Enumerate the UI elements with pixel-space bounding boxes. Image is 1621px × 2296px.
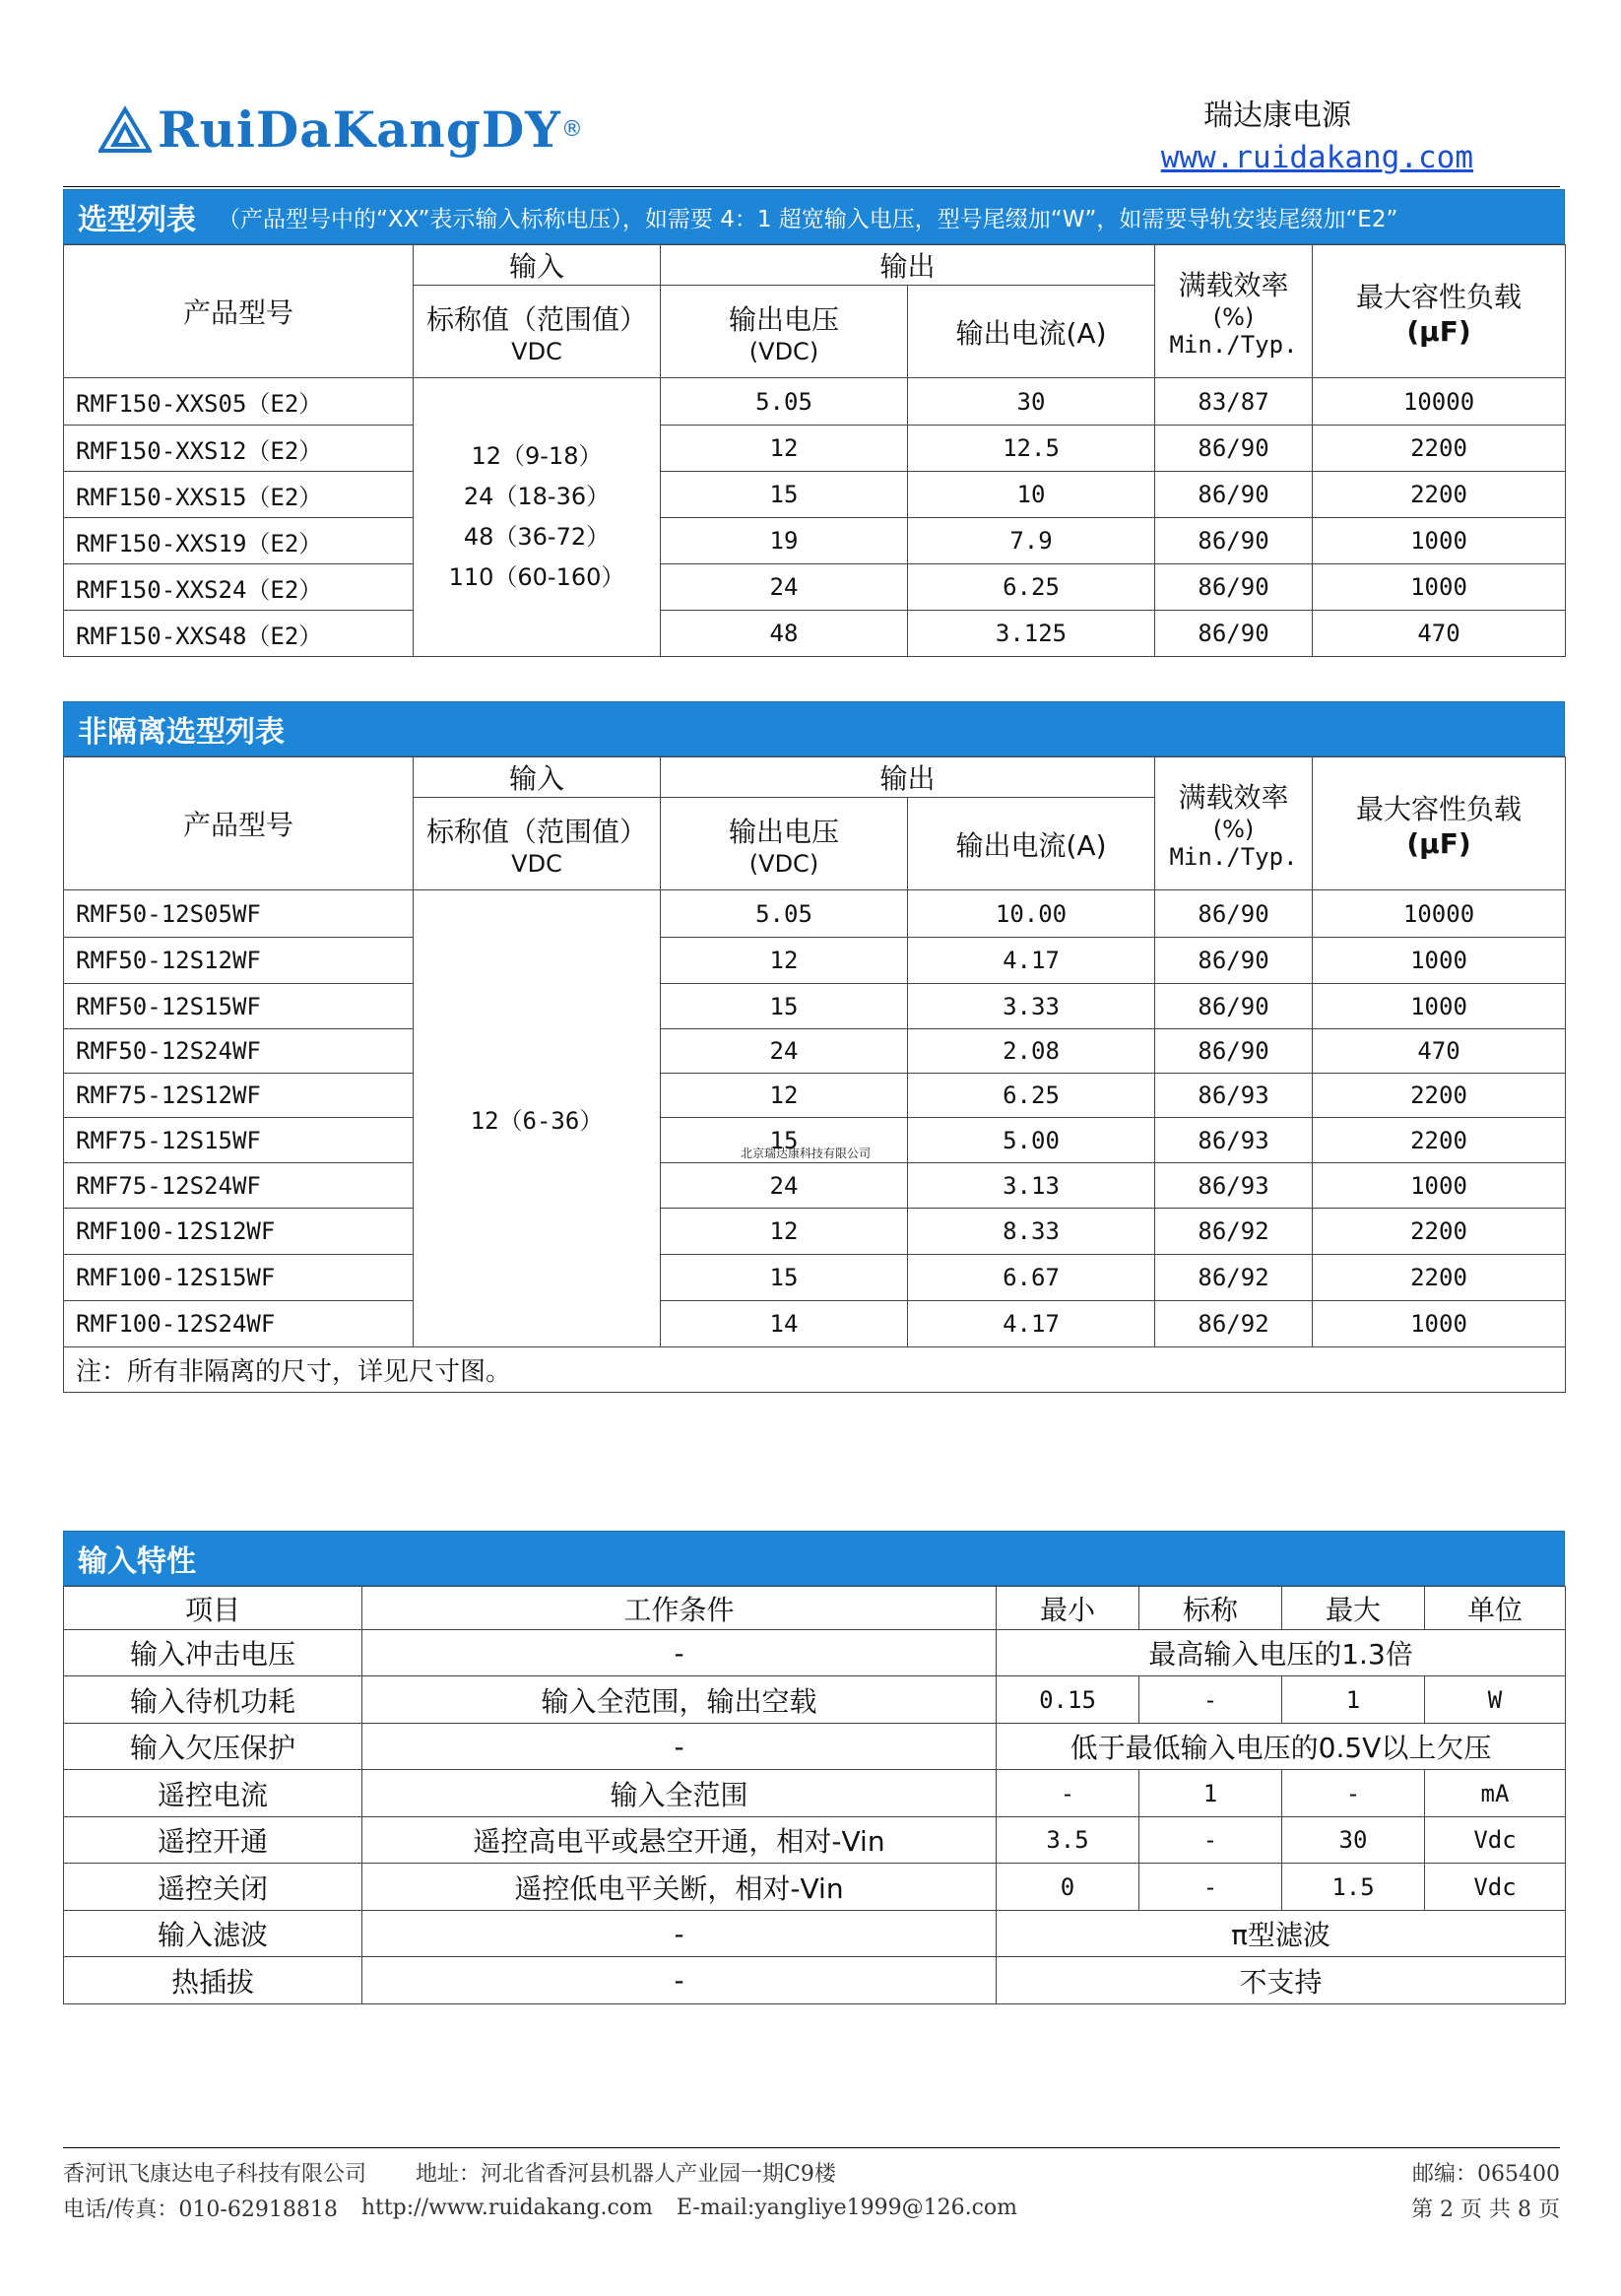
cell-eff: 86/90 (1155, 938, 1313, 984)
cell-eff: 86/93 (1155, 1074, 1313, 1118)
cell-eff: 86/90 (1155, 984, 1313, 1029)
th-model: 产品型号 (64, 757, 414, 890)
cell-model: RMF150-XXS12（E2） (64, 426, 414, 472)
cell-vout: 24 (661, 564, 908, 611)
th-input: 输入 (414, 245, 661, 286)
th-efficiency-label: 满载效率 (1178, 269, 1289, 301)
input-characteristics-section (63, 1531, 1565, 2004)
th-efficiency-minmax: Min./Typ. (1169, 331, 1298, 359)
selection-list-header (63, 189, 1565, 244)
cell-iout: 10.00 (908, 890, 1155, 938)
table-row (64, 1630, 1566, 1676)
section-title: 输入特性 (78, 1544, 196, 1579)
page-header (63, 79, 1560, 187)
cell-cap: 1000 (1313, 564, 1566, 611)
cell-iout: 10 (908, 472, 1155, 518)
footer-email-link[interactable]: E-mail:yangliye1999@126.com (676, 2195, 1018, 2220)
cell-eff: 86/90 (1155, 611, 1313, 657)
cell-unit: W (1425, 1676, 1566, 1724)
cell-condition: 遥控低电平关断，相对-Vin (362, 1864, 997, 1911)
nonisolated-section (63, 701, 1565, 1393)
table-row (64, 378, 1566, 426)
table-row (64, 426, 1566, 472)
input-range-line: 12（9-18） (471, 442, 603, 470)
th-cap-load (1313, 757, 1566, 890)
input-characteristics-header (63, 1531, 1565, 1586)
cell-max: 30 (1282, 1817, 1425, 1864)
footer-postcode: 邮编：065400 (1412, 2161, 1560, 2187)
cell-max: 1.5 (1282, 1864, 1425, 1911)
cell-min: 3.5 (997, 1817, 1139, 1864)
cell-cap: 2200 (1313, 1209, 1566, 1255)
footer-line-1 (63, 2154, 1560, 2190)
cell-model: RMF150-XXS48（E2） (64, 611, 414, 657)
cell-unit: Vdc (1425, 1817, 1566, 1864)
cell-eff: 86/90 (1155, 564, 1313, 611)
th-efficiency-unit: (%) (1212, 816, 1255, 843)
cell-merged-value: 最高输入电压的1.3倍 (997, 1630, 1566, 1676)
footer-company: 香河讯飞康达电子科技有限公司 (63, 2161, 367, 2187)
cell-iout: 3.125 (908, 611, 1155, 657)
footer-address: 地址：河北省香河县机器人产业园一期C9楼 (416, 2161, 836, 2187)
table-row (64, 1301, 1566, 1347)
cell-item: 遥控开通 (64, 1817, 362, 1864)
th-input-unit: VDC (511, 337, 562, 365)
cell-vout: 12 (661, 938, 908, 984)
company-name: 瑞达康电源 (1203, 98, 1351, 133)
cell-condition: 遥控高电平或悬空开通，相对-Vin (362, 1817, 997, 1864)
input-range-line: 48（36-72） (463, 523, 611, 551)
th-out-current: 输出电流(A) (908, 798, 1155, 890)
table-row (64, 984, 1566, 1029)
cell-iout: 4.17 (908, 1301, 1155, 1347)
cell-item: 输入冲击电压 (64, 1630, 362, 1676)
cell-iout: 4.17 (908, 938, 1155, 984)
cell-iout: 3.33 (908, 984, 1155, 1029)
cell-model: RMF50-12S12WF (64, 938, 414, 984)
cell-cap: 1000 (1313, 1301, 1566, 1347)
table-row (64, 564, 1566, 611)
cell-eff: 86/92 (1155, 1301, 1313, 1347)
cell-eff: 86/90 (1155, 890, 1313, 938)
table-row (64, 1029, 1566, 1074)
cell-model: RMF100-12S24WF (64, 1301, 414, 1347)
cell-model: RMF75-12S24WF (64, 1163, 414, 1209)
section-note: （产品型号中的“XX”表示输入标称电压），如需要 4：1 超宽输入电压，型号尾缀加“W”，如需要导轨安装尾缀加“E2” (218, 206, 1398, 232)
cell-min: 0.15 (997, 1676, 1139, 1724)
cell-eff: 86/93 (1155, 1118, 1313, 1163)
th-efficiency-label: 满载效率 (1178, 781, 1289, 814)
cell-vout: 12 (661, 1209, 908, 1255)
cell-vout: 19 (661, 518, 908, 564)
nonisolated-table (63, 756, 1566, 1393)
footer-page-number: 第 2 页 共 8 页 (1411, 2197, 1560, 2222)
watermark-text: 北京瑞达康科技有限公司 (741, 1147, 872, 1160)
cell-iout: 6.25 (908, 564, 1155, 611)
cell-model: RMF50-12S05WF (64, 890, 414, 938)
cell-eff: 86/90 (1155, 518, 1313, 564)
cell-iout: 12.5 (908, 426, 1155, 472)
cell-cap: 470 (1313, 1029, 1566, 1074)
cell-unit: Vdc (1425, 1864, 1566, 1911)
cell-input-range: 12（6-36） (414, 890, 661, 1347)
table-row (64, 1163, 1566, 1209)
cell-vout: 15 (661, 984, 908, 1029)
cell-model: RMF150-XXS05（E2） (64, 378, 414, 426)
cell-model: RMF100-12S15WF (64, 1255, 414, 1301)
th-input-unit: VDC (511, 849, 562, 878)
cell-cap: 1000 (1313, 938, 1566, 984)
cell-cap: 2200 (1313, 426, 1566, 472)
cell-iout: 3.13 (908, 1163, 1155, 1209)
cell-cap: 2200 (1313, 1255, 1566, 1301)
cell-model: RMF50-12S24WF (64, 1029, 414, 1074)
cell-iout: 6.25 (908, 1074, 1155, 1118)
cell-merged-value: 低于最低输入电压的0.5V以上欠压 (997, 1724, 1566, 1770)
footer-divider (63, 2147, 1560, 2148)
th-input-nominal (414, 798, 661, 890)
table-row (64, 1911, 1566, 1957)
cell-model: RMF50-12S15WF (64, 984, 414, 1029)
selection-list-section (63, 189, 1565, 657)
th-efficiency-minmax: Min./Typ. (1169, 843, 1298, 871)
cell-vout: 5.05 (661, 378, 908, 426)
cell-vout: 12 (661, 426, 908, 472)
th-cap-load (1313, 245, 1566, 378)
section-title: 选型列表 (78, 203, 196, 237)
logo-registered-mark: ® (560, 117, 583, 142)
selection-table (63, 244, 1566, 657)
cell-item: 遥控关闭 (64, 1864, 362, 1911)
th-cap-load-label: 最大容性负载 (1356, 792, 1523, 825)
cell-iout: 7.9 (908, 518, 1155, 564)
cell-eff: 86/92 (1155, 1255, 1313, 1301)
cell-cap: 1000 (1313, 1163, 1566, 1209)
cell-eff: 86/90 (1155, 1029, 1313, 1074)
logo-mountain-icon (98, 105, 152, 155)
cell-condition: - (362, 1957, 997, 2004)
table-row (64, 1817, 1566, 1864)
page-footer (63, 2147, 1560, 2225)
cell-eff: 86/90 (1155, 472, 1313, 518)
cell-model: RMF100-12S12WF (64, 1209, 414, 1255)
th-output: 输出 (661, 757, 1155, 798)
table-row (64, 1864, 1566, 1911)
th-out-current: 输出电流(A) (908, 286, 1155, 378)
th-efficiency (1155, 245, 1313, 378)
table-row (64, 1676, 1566, 1724)
cell-condition: - (362, 1630, 997, 1676)
cell-model: RMF150-XXS15（E2） (64, 472, 414, 518)
cell-cap: 2200 (1313, 1074, 1566, 1118)
cell-max: - (1282, 1770, 1425, 1817)
footer-line-2 (63, 2190, 1560, 2225)
cell-item: 输入滤波 (64, 1911, 362, 1957)
table-row (64, 1724, 1566, 1770)
cell-vout: 15 (661, 472, 908, 518)
th-efficiency-unit: (%) (1212, 303, 1255, 331)
cell-model: RMF150-XXS19（E2） (64, 518, 414, 564)
cell-item: 遥控电流 (64, 1770, 362, 1817)
cell-cap: 470 (1313, 611, 1566, 657)
cell-model: RMF75-12S12WF (64, 1074, 414, 1118)
cell-iout: 30 (908, 378, 1155, 426)
cell-vout: 15 (661, 1255, 908, 1301)
cell-iout: 2.08 (908, 1029, 1155, 1074)
table-row (64, 1209, 1566, 1255)
table-row (64, 938, 1566, 984)
section-title: 非隔离选型列表 (78, 715, 285, 750)
th-input-nominal-label: 标称值（范围值） (425, 815, 647, 848)
th-cap-load-unit: (µF) (1406, 826, 1471, 860)
table-row (64, 1957, 1566, 2004)
th-cap-load-unit: (µF) (1406, 314, 1471, 348)
th-model: 产品型号 (64, 245, 414, 378)
cell-max: 1 (1282, 1676, 1425, 1724)
cell-iout: 6.67 (908, 1255, 1155, 1301)
th-out-voltage (661, 286, 908, 378)
input-characteristics-table (63, 1586, 1566, 2004)
table-row (64, 518, 1566, 564)
th-out-voltage-unit: (VDC) (748, 849, 819, 878)
cell-model: RMF150-XXS24（E2） (64, 564, 414, 611)
cell-model: RMF75-12S15WF (64, 1118, 414, 1163)
company-website-link[interactable]: www.ruidakang.com (1160, 140, 1473, 175)
header-divider (63, 186, 1560, 187)
cell-condition: - (362, 1911, 997, 1957)
cell-eff: 86/92 (1155, 1209, 1313, 1255)
th-min: 最小 (997, 1587, 1139, 1630)
th-max: 最大 (1282, 1587, 1425, 1630)
cell-cap: 10000 (1313, 378, 1566, 426)
cell-unit: mA (1425, 1770, 1566, 1817)
table-note-row (64, 1347, 1566, 1393)
cell-min: 0 (997, 1864, 1139, 1911)
th-input: 输入 (414, 757, 661, 798)
table-row (64, 1074, 1566, 1118)
cell-cap: 1000 (1313, 518, 1566, 564)
th-out-voltage-label: 输出电压 (728, 302, 839, 336)
cell-nominal: - (1139, 1864, 1282, 1911)
cell-vout: 48 (661, 611, 908, 657)
th-out-voltage-unit: (VDC) (748, 337, 819, 365)
th-cap-load-label: 最大容性负载 (1356, 280, 1523, 313)
table-row (64, 1770, 1566, 1817)
table-note: 注：所有非隔离的尺寸，详见尺寸图。 (64, 1347, 1566, 1393)
th-efficiency (1155, 757, 1313, 890)
th-output: 输出 (661, 245, 1155, 286)
cell-merged-value: π型滤波 (997, 1911, 1566, 1957)
table-row (64, 890, 1566, 938)
cell-cap: 10000 (1313, 890, 1566, 938)
cell-nominal: - (1139, 1817, 1282, 1864)
th-unit: 单位 (1425, 1587, 1566, 1630)
input-range-line: 110（60-160） (448, 563, 625, 591)
cell-cap: 2200 (1313, 1118, 1566, 1163)
nonisolated-header (63, 701, 1565, 756)
cell-item: 热插拔 (64, 1957, 362, 2004)
cell-min: - (997, 1770, 1139, 1817)
cell-vout: 24 (661, 1163, 908, 1209)
th-input-nominal-label: 标称值（范围值） (425, 302, 647, 336)
cell-vout: 15 (661, 1118, 908, 1163)
company-logo (98, 100, 583, 159)
cell-eff: 86/93 (1155, 1163, 1313, 1209)
cell-vout: 24 (661, 1029, 908, 1074)
th-out-voltage (661, 798, 908, 890)
th-input-nominal (414, 286, 661, 378)
th-item: 项目 (64, 1587, 362, 1630)
table-row (64, 472, 1566, 518)
table-row (64, 611, 1566, 657)
cell-iout: 5.00 (908, 1118, 1155, 1163)
cell-condition: 输入全范围 (362, 1770, 997, 1817)
cell-vout: 14 (661, 1301, 908, 1347)
cell-item: 输入欠压保护 (64, 1724, 362, 1770)
cell-eff: 86/90 (1155, 426, 1313, 472)
cell-vout: 5.05 (661, 890, 908, 938)
cell-condition: - (362, 1724, 997, 1770)
footer-website-link[interactable]: http://www.ruidakang.com (360, 2195, 653, 2220)
cell-item: 输入待机功耗 (64, 1676, 362, 1724)
cell-merged-value: 不支持 (997, 1957, 1566, 2004)
th-nominal: 标称 (1139, 1587, 1282, 1630)
cell-nominal: - (1139, 1676, 1282, 1724)
cell-iout: 8.33 (908, 1209, 1155, 1255)
cell-nominal: 1 (1139, 1770, 1282, 1817)
logo-text: RuiDaKangDY (158, 100, 561, 159)
table-row (64, 1255, 1566, 1301)
cell-eff: 83/87 (1155, 378, 1313, 426)
footer-phone: 电话/传真：010-62918818 (63, 2197, 338, 2222)
th-out-voltage-label: 输出电压 (728, 815, 839, 848)
cell-vout: 12 (661, 1074, 908, 1118)
cell-cap: 2200 (1313, 472, 1566, 518)
cell-condition: 输入全范围，输出空载 (362, 1676, 997, 1724)
input-range-line: 24（18-36） (463, 483, 611, 510)
cell-input-range (414, 378, 661, 657)
th-condition: 工作条件 (362, 1587, 997, 1630)
cell-cap: 1000 (1313, 984, 1566, 1029)
